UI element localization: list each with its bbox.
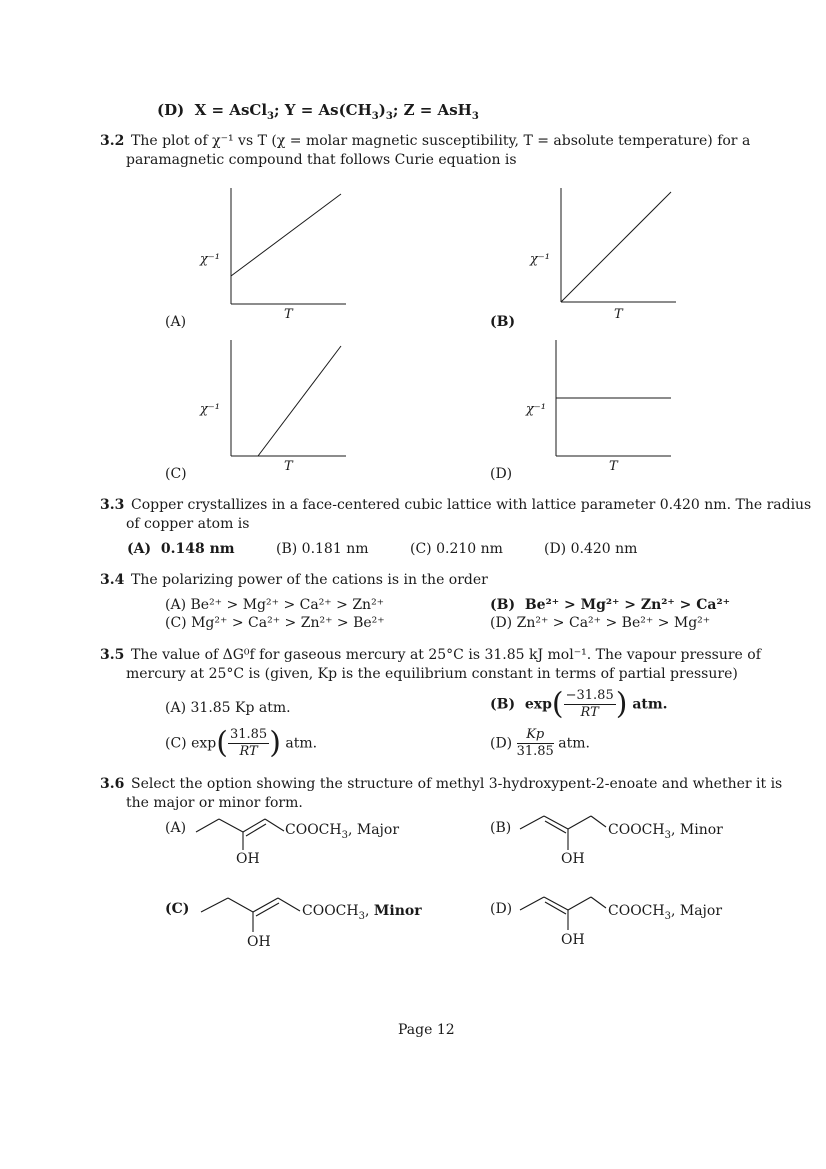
q36-option-c-label: (C) bbox=[165, 901, 190, 917]
plot-b-label: (B) bbox=[490, 314, 516, 330]
q35-option-a: (A) 31.85 Kp atm. bbox=[165, 700, 291, 716]
q33-option-b: (B) 0.181 nm bbox=[276, 541, 369, 557]
plot-a-line bbox=[231, 194, 341, 276]
plot-b-xlabel: T bbox=[614, 307, 623, 322]
question-text: The plot of χ⁻¹ vs T (χ = molar magnetic susceptibility, T = absolute temperature) for a bbox=[131, 133, 751, 149]
q34-option-b: (B) Be²⁺ > Mg²⁺ > Zn²⁺ > Ca²⁺ bbox=[490, 597, 731, 613]
page-number: Page 12 bbox=[398, 1022, 455, 1038]
q31-option-d: (D) X = AsCl$_3$; $Y = As(CH_3)_3$; Z = AsH$_3$ bbox=[157, 101, 479, 122]
plot-a-xlabel: T bbox=[284, 307, 293, 322]
question-text: The value of ΔG⁰f for gaseous mercury at 25°C is 31.85 kJ mol⁻¹. The vapour pressure of bbox=[131, 647, 761, 663]
question-text: mercury at 25°C is (given, Kp is the equilibrium constant in terms of partial pressure) bbox=[126, 666, 738, 682]
structure-b bbox=[520, 816, 606, 850]
plot-d-xlabel: T bbox=[609, 459, 618, 474]
q34-option-d: (D) Zn²⁺ > Ca²⁺ > Be²⁺ > Mg²⁺ bbox=[490, 615, 711, 631]
plot-a-label: (A) bbox=[165, 314, 187, 330]
question-text: Select the option showing the structure of methyl 3-hydroxypent-2-enoate and whether it is bbox=[131, 776, 783, 792]
plot-c-xlabel: T bbox=[284, 459, 293, 474]
q35-option-d: (D) $\frac{Kp}{31.85}$ atm. bbox=[490, 727, 590, 759]
plot-d-ylabel: χ⁻¹ bbox=[526, 402, 546, 417]
q36-option-d-ester: $COOCH_3$, Major bbox=[608, 903, 723, 922]
q36-option-b-label: (B) bbox=[490, 820, 512, 836]
question-number: 3.3 bbox=[100, 497, 125, 513]
plot-a bbox=[231, 188, 346, 304]
question-number: 3.2 bbox=[100, 133, 125, 149]
structure-c bbox=[201, 898, 300, 932]
plot-b-ylabel: χ⁻¹ bbox=[530, 252, 550, 267]
question-text: Copper crystallizes in a face-centered cubic lattice with lattice parameter 0.420 nm. The radius bbox=[131, 497, 812, 513]
plot-b bbox=[561, 188, 676, 302]
q35-option-b: (B) exp( $\frac{-31.85}{RT}$ ) atm. bbox=[490, 686, 668, 722]
plot-c bbox=[231, 340, 346, 456]
plot-c-ylabel: χ⁻¹ bbox=[200, 402, 220, 417]
q33-option-a: (A) 0.148 nm bbox=[127, 541, 235, 557]
q36-option-c-oh: OH bbox=[247, 934, 271, 950]
question-text: the major or minor form. bbox=[126, 795, 303, 811]
q36-option-d-oh: OH bbox=[561, 932, 585, 948]
plot-c-line bbox=[258, 346, 341, 456]
q36-option-a-label: (A) bbox=[165, 820, 187, 836]
question-number: 3.6 bbox=[100, 776, 125, 792]
q36-option-c-ester: $COOCH_3$, Minor bbox=[302, 903, 422, 922]
plot-d bbox=[556, 340, 671, 456]
structure-a bbox=[196, 819, 284, 850]
q35-option-c: (C) exp( $\frac{31.85}{RT}$ ) atm. bbox=[165, 725, 318, 761]
plot-b-line bbox=[561, 192, 671, 302]
q36-option-b-ester: $COOCH_3$, Minor bbox=[608, 822, 723, 841]
plot-a-ylabel: χ⁻¹ bbox=[200, 252, 220, 267]
question-number: 3.5 bbox=[100, 647, 125, 663]
q36-option-d-label: (D) bbox=[490, 901, 513, 917]
plot-c-label: (C) bbox=[165, 466, 187, 482]
structure-d bbox=[520, 897, 606, 930]
question-text: The polarizing power of the cations is in the order bbox=[131, 572, 488, 588]
plot-d-label: (D) bbox=[490, 466, 513, 482]
question-text: paramagnetic compound that follows Curie equation is bbox=[126, 152, 517, 168]
q34-option-a: (A) Be²⁺ > Mg²⁺ > Ca²⁺ > Zn²⁺ bbox=[165, 597, 385, 613]
q36-option-b-oh: OH bbox=[561, 851, 585, 867]
q36-option-a-ester: $COOCH_3$, Major bbox=[285, 822, 400, 841]
question-text: of copper atom is bbox=[126, 516, 250, 532]
q33-option-d: (D) 0.420 nm bbox=[544, 541, 638, 557]
q34-option-c: (C) Mg²⁺ > Ca²⁺ > Zn²⁺ > Be²⁺ bbox=[165, 615, 385, 631]
question-number: 3.4 bbox=[100, 572, 125, 588]
q36-option-a-oh: OH bbox=[236, 851, 260, 867]
q33-option-c: (C) 0.210 nm bbox=[410, 541, 503, 557]
